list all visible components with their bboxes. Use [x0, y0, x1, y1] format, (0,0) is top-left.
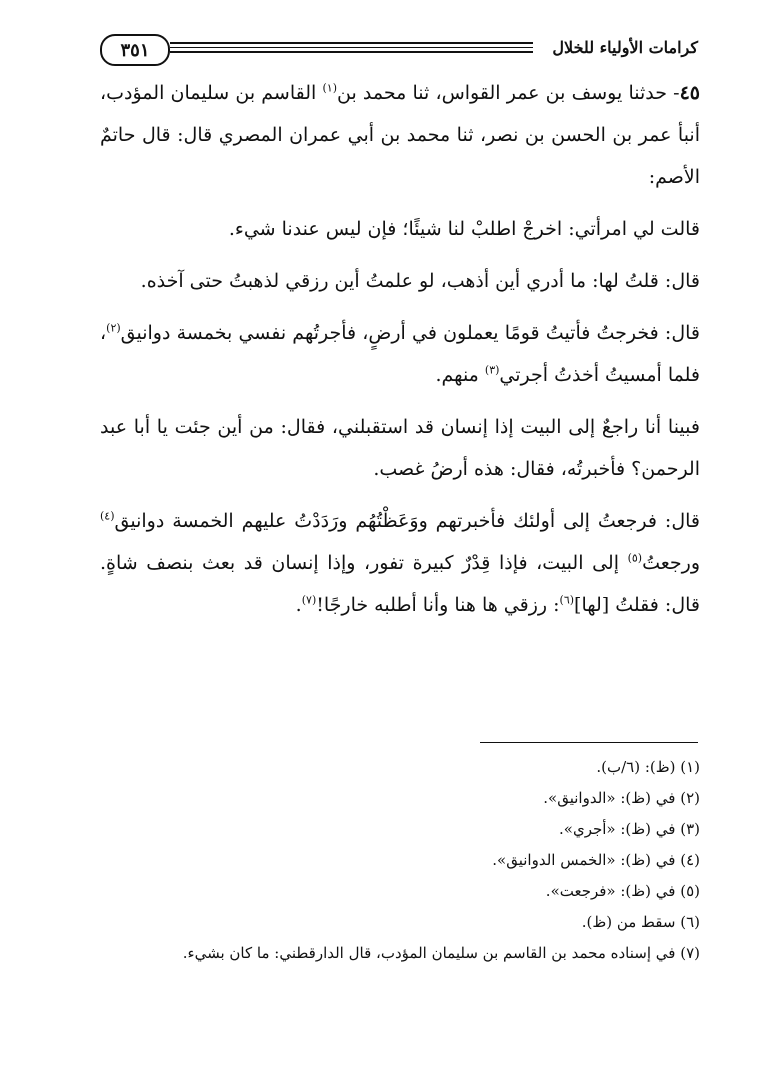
paragraph-text: منهم.	[435, 364, 485, 386]
footnote-ref-5[interactable]: (٥)	[627, 551, 643, 565]
footnote-7: (٧) في إسناده محمد بن القاسم بن سليمان المؤدب، قال الدارقطني: ما كان بشيء.	[182, 944, 700, 962]
footnotes	[100, 752, 700, 969]
footnote-1: (١) (ظ): (٦/ب).	[596, 758, 700, 776]
paragraph-text: - حدثنا يوسف بن عمر القواس، ثنا محمد بن	[336, 82, 680, 104]
footnote-4: (٤) في (ظ): «الخمس الدوانيق».	[492, 851, 700, 869]
paragraph-text: : رزقي ها هنا وأنا أطلبه خارجًا!	[316, 594, 560, 616]
footnote-separator	[480, 742, 698, 743]
paragraph-text: قال: فرجعتُ إلى أولئك فأخبرتهم ووَعَظْتُهُم ورَدَدْتُ عليهم الخمسة دوانيق	[114, 510, 700, 532]
footnote-6: (٦) سقط من (ظ).	[581, 913, 700, 931]
narration-number: ٤٥	[679, 82, 700, 104]
paragraph-1	[100, 72, 700, 198]
footnote-3: (٣) في (ظ): «أجري».	[559, 820, 700, 838]
paragraph-text: ، فلما أمسيتُ أخذتُ أجرتي	[100, 322, 700, 386]
paragraph-3: قال: قلتُ لها: ما أدري أين أذهب، لو علمتُ أين رزقي لذهبتُ حتى آخذه.	[140, 270, 700, 292]
footnote-ref-2[interactable]: (٢)	[106, 321, 121, 335]
page-number: ٣٥١	[100, 34, 170, 66]
paragraph-text: قال: فخرجتُ فأتيتُ قومًا يعملون في أرضٍ، فأجرتُهم نفسي بخمسة دوانيق	[120, 322, 700, 344]
paragraph-text: إلى البيت، فإذا قِدْرٌ كبيرة تفور، وإذا إنسان قد بعث بنصف شاةٍ. قال: فقلتُ [لها]	[100, 552, 700, 616]
footnote-2: (٢) في (ظ): «الدوانيق».	[543, 789, 700, 807]
paragraph-text: .	[295, 594, 302, 616]
footnote-ref-1[interactable]: (١)	[322, 81, 337, 95]
footnote-ref-6[interactable]: (٦)	[559, 593, 575, 607]
page-header	[100, 34, 698, 64]
paragraph-5: فبينا أنا راجعٌ إلى البيت إذا إنسان قد استقبلني، فقال: من أين جئت يا أبا عبد الرحمن؟ فأخبرتُه، فقال: هذه أرضُ غصب.	[100, 416, 700, 480]
main-text	[100, 72, 700, 636]
footnote-ref-4[interactable]: (٤)	[100, 509, 115, 523]
header-rule	[170, 47, 533, 48]
paragraph-4	[100, 312, 700, 396]
footnote-5: (٥) في (ظ): «فرجعت».	[545, 882, 700, 900]
footnote-ref-7[interactable]: (٧)	[301, 593, 317, 607]
footnote-ref-3[interactable]: (٣)	[484, 363, 500, 377]
paragraph-2: قالت لي امرأتي: اخرجْ اطلبْ لنا شيئًا؛ فإن ليس عندنا شيء.	[228, 218, 700, 240]
header-rule	[170, 51, 533, 53]
running-title: كرامات الأولياء للخلال	[552, 38, 698, 57]
header-rule	[170, 42, 533, 44]
paragraph-6	[100, 500, 700, 626]
paragraph-text: ورجعتُ	[642, 552, 700, 574]
paragraph-text: القاسم بن سليمان المؤدب، أنبأ عمر بن الحسن بن نصر، ثنا محمد بن أبي عمران المصري قال: قال حاتمٌ الأصم:	[100, 82, 700, 188]
